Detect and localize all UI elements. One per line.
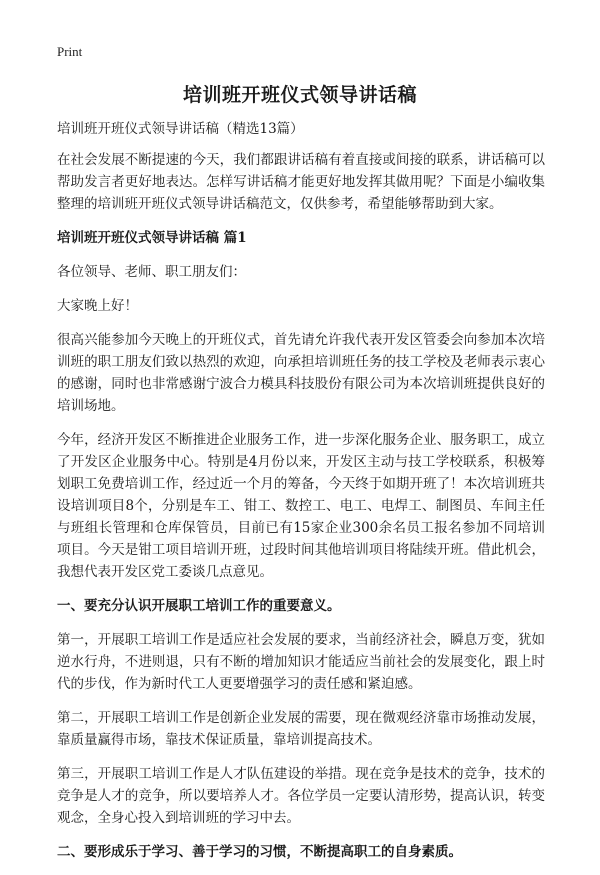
body-paragraph-4: 第二，开展职工培训工作是创新企业发展的需要，现在微观经济靠市场推动发展，靠质量赢得市场，靠技术保证质量，靠培训提高技术。: [57, 710, 545, 748]
page-title: 培训班开班仪式领导讲话稿: [182, 84, 417, 106]
subheading-1: 一、要充分认识开展职工培训工作的重要意义。: [57, 598, 341, 614]
body-paragraph-2: 今年，经济开发区不断推进企业服务工作，进一步深化服务企业、服务职工，成立了开发区企业服务中心。特别是4月份以来，开发区主动与技工学校联系，积极筹划职工免费培训工作，经过近一个月的筹备，今天终于如期开班了！本次培训班共设培训项目8个，分别是车工、钳工、数控工、电工、电焊工、制图员、车间主任与班组长管理和仓库保管员，目前已有15家企业300余名员工报名参加不同培训项目。今天是钳工项目培训开班，过段时间其他培训项目将陆续开班。借此机会，我想代表开发区党工委谈几点意见。: [57, 432, 545, 580]
body-paragraph-1: 很高兴能参加今天晚上的开班仪式，首先请允许我代表开发区管委会向参加本次培训班的职工朋友们致以热烈的欢迎，向承担培训班任务的技工学校及老师表示衷心的感谢，同时也非常感谢宁波合力模具科技股份有限公司为本次培训班提供良好的培训场地。: [57, 332, 545, 414]
section-heading: 培训班开班仪式领导讲话稿 篇1: [57, 230, 247, 246]
print-link[interactable]: Print: [57, 44, 83, 59]
intro-paragraph: 在社会发展不断提速的今天，我们都跟讲话稿有着直接或间接的联系，讲话稿可以帮助发言者更好地表达。怎样写讲话稿才能更好地发挥其做用呢？下面是小编收集整理的培训班开班仪式领导讲话稿范文，仅供参考，希望能够帮助到大家。: [57, 152, 545, 212]
evening-greeting: 大家晚上好！: [57, 298, 138, 314]
body-paragraph-5: 第三，开展职工培训工作是人才队伍建设的举措。现在竞争是技术的竞争，技术的竞争是人才的竞争，所以要培养人才。各位学员一定要认清形势，提高认识，转变观念，全身心投入到培训班的学习中去。: [57, 766, 545, 826]
article-subtitle: 培训班开班仪式领导讲话稿（精选13篇）: [57, 121, 304, 137]
body-paragraph-3: 第一，开展职工培训工作是适应社会发展的要求，当前经济社会，瞬息万变，犹如逆水行舟，不进则退，只有不断的增加知识才能适应当前社会的发展变化，跟上时代的步伐，作为新时代工人更要增强学习的责任感和紧迫感。: [57, 632, 545, 692]
subheading-2: 二、要形成乐于学习、善于学习的习惯，不断提高职工的自身素质。: [57, 844, 462, 860]
greeting-paragraph: 各位领导、老师、职工朋友们：: [57, 264, 246, 280]
article-body: [57, 118, 545, 875]
